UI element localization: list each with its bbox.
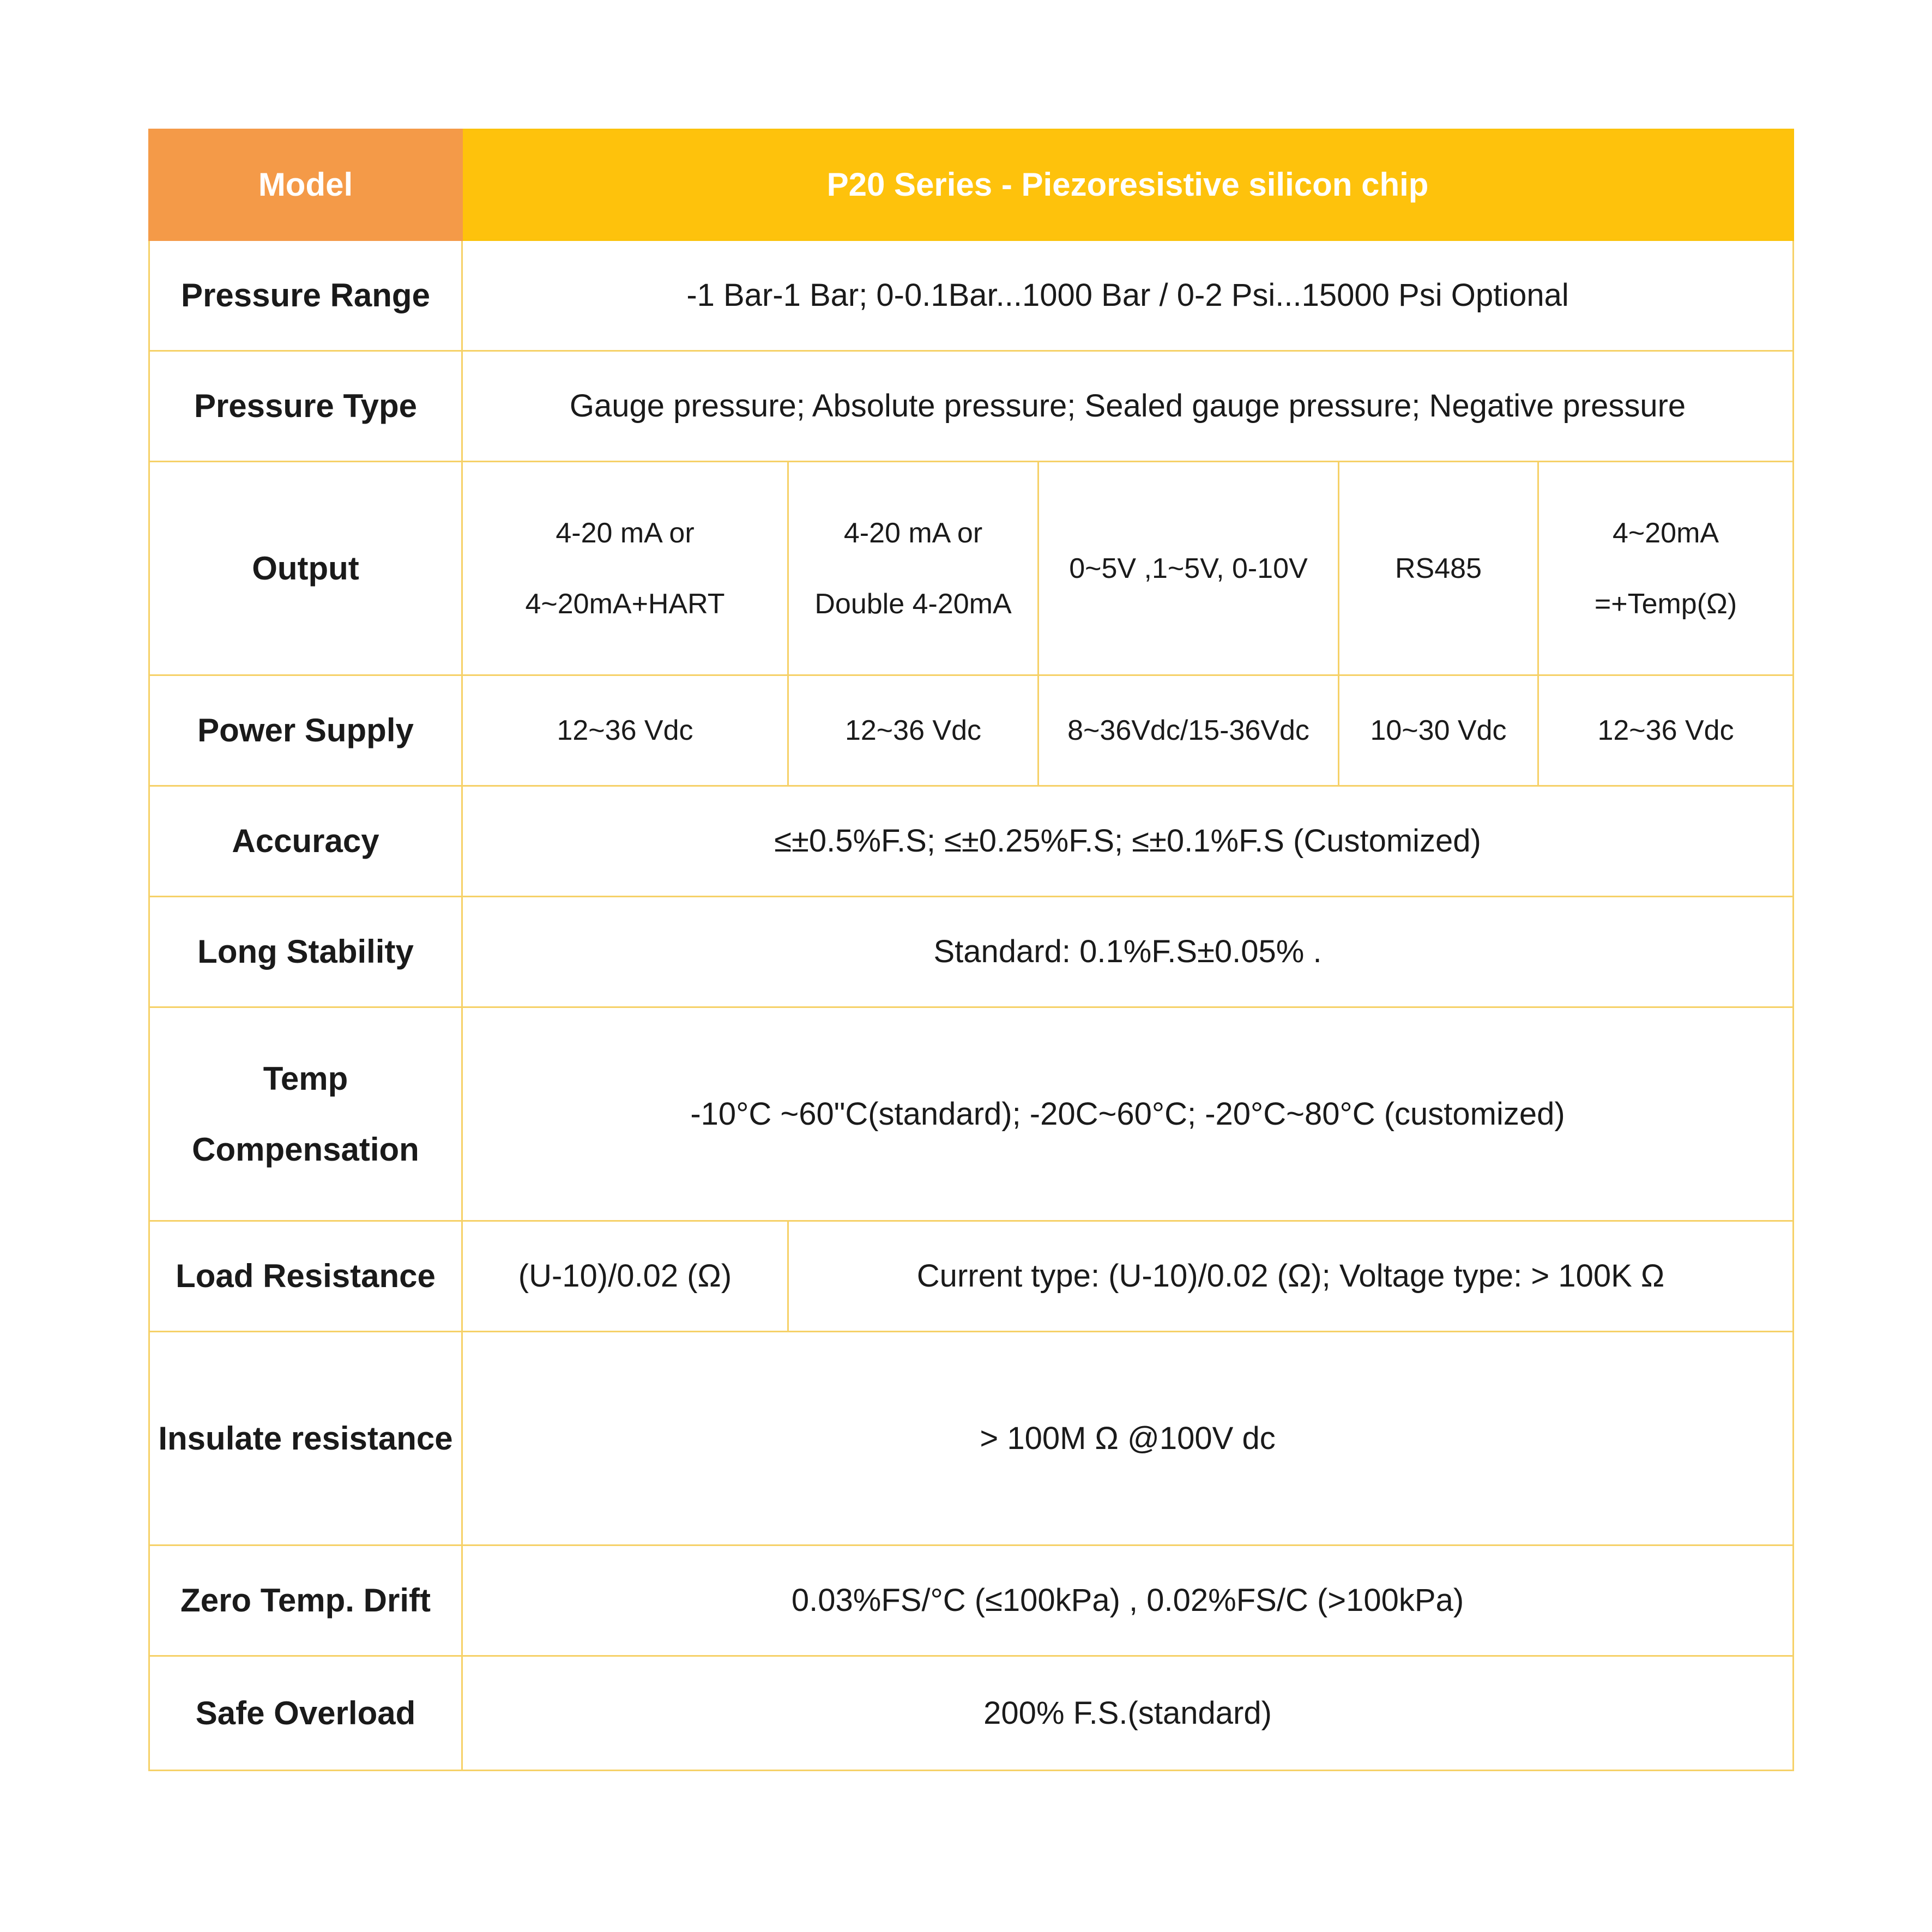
accuracy-row — [149, 786, 1794, 897]
temp-compensation-label-line2: Compensation — [192, 1131, 419, 1168]
output-row — [149, 462, 1794, 675]
long-stability-row — [149, 897, 1794, 1007]
output-option-4: RS485 — [1339, 462, 1538, 675]
power-supply-label: Power Supply — [149, 675, 462, 786]
zero-temp-drift-value: 0.03%FS/°C (≤100kPa) , 0.02%FS/C (>100kPa) — [462, 1545, 1794, 1656]
long-stability-label: Long Stability — [149, 897, 462, 1007]
temp-compensation-label-line1: Temp — [263, 1060, 348, 1097]
pressure-type-row — [149, 351, 1794, 462]
spec-table — [148, 129, 1794, 1771]
load-resistance-label: Load Resistance — [149, 1221, 462, 1332]
temp-compensation-row — [149, 1007, 1794, 1221]
insulate-resistance-value: > 100M Ω @100V dc — [462, 1332, 1794, 1545]
output-option-5-line2: =+Temp(Ω) — [1594, 588, 1737, 620]
safe-overload-row — [149, 1656, 1794, 1771]
power-supply-value-2: 12~36 Vdc — [788, 675, 1039, 786]
output-option-5-line1: 4~20mA — [1612, 517, 1719, 549]
output-option-2-line2: Double 4-20mA — [814, 588, 1012, 620]
model-header-cell: Model — [149, 130, 462, 240]
power-supply-value-4: 10~30 Vdc — [1339, 675, 1538, 786]
output-option-2-line1: 4-20 mA or — [843, 517, 983, 549]
power-supply-row — [149, 675, 1794, 786]
power-supply-value-1: 12~36 Vdc — [462, 675, 788, 786]
pressure-range-value: -1 Bar-1 Bar; 0-0.1Bar...1000 Bar / 0-2 Psi...15000 Psi Optional — [462, 240, 1794, 351]
zero-temp-drift-label: Zero Temp. Drift — [149, 1545, 462, 1656]
load-resistance-row — [149, 1221, 1794, 1332]
power-supply-value-3: 8~36Vdc/15-36Vdc — [1039, 675, 1339, 786]
output-option-1-line2: 4~20mA+HART — [525, 588, 725, 620]
load-resistance-value-first: (U-10)/0.02 (Ω) — [462, 1221, 788, 1332]
temp-compensation-label — [149, 1007, 462, 1221]
pressure-range-row — [149, 240, 1794, 351]
pressure-type-label: Pressure Type — [149, 351, 462, 462]
series-title-cell: P20 Series - Piezoresistive silicon chip — [462, 130, 1794, 240]
insulate-resistance-label: Insulate resistance — [149, 1332, 462, 1545]
output-label: Output — [149, 462, 462, 675]
pressure-type-value: Gauge pressure; Absolute pressure; Sealed gauge pressure; Negative pressure — [462, 351, 1794, 462]
long-stability-value: Standard: 0.1%F.S±0.05% . — [462, 897, 1794, 1007]
zero-temp-drift-row — [149, 1545, 1794, 1656]
pressure-range-label: Pressure Range — [149, 240, 462, 351]
safe-overload-value: 200% F.S.(standard) — [462, 1656, 1794, 1771]
header-row — [149, 130, 1794, 240]
insulate-resistance-row — [149, 1332, 1794, 1545]
temp-compensation-value: -10°C ~60"C(standard); -20C~60°C; -20°C~80°C (customized) — [462, 1007, 1794, 1221]
output-option-2 — [788, 462, 1039, 675]
power-supply-value-5: 12~36 Vdc — [1538, 675, 1794, 786]
output-option-5 — [1538, 462, 1794, 675]
output-option-1-line1: 4-20 mA or — [556, 517, 695, 549]
safe-overload-label: Safe Overload — [149, 1656, 462, 1771]
load-resistance-value-rest: Current type: (U-10)/0.02 (Ω); Voltage type: > 100K Ω — [788, 1221, 1794, 1332]
output-option-1 — [462, 462, 788, 675]
accuracy-label: Accuracy — [149, 786, 462, 897]
accuracy-value: ≤±0.5%F.S; ≤±0.25%F.S; ≤±0.1%F.S (Customized) — [462, 786, 1794, 897]
output-option-3: 0~5V ,1~5V, 0-10V — [1039, 462, 1339, 675]
